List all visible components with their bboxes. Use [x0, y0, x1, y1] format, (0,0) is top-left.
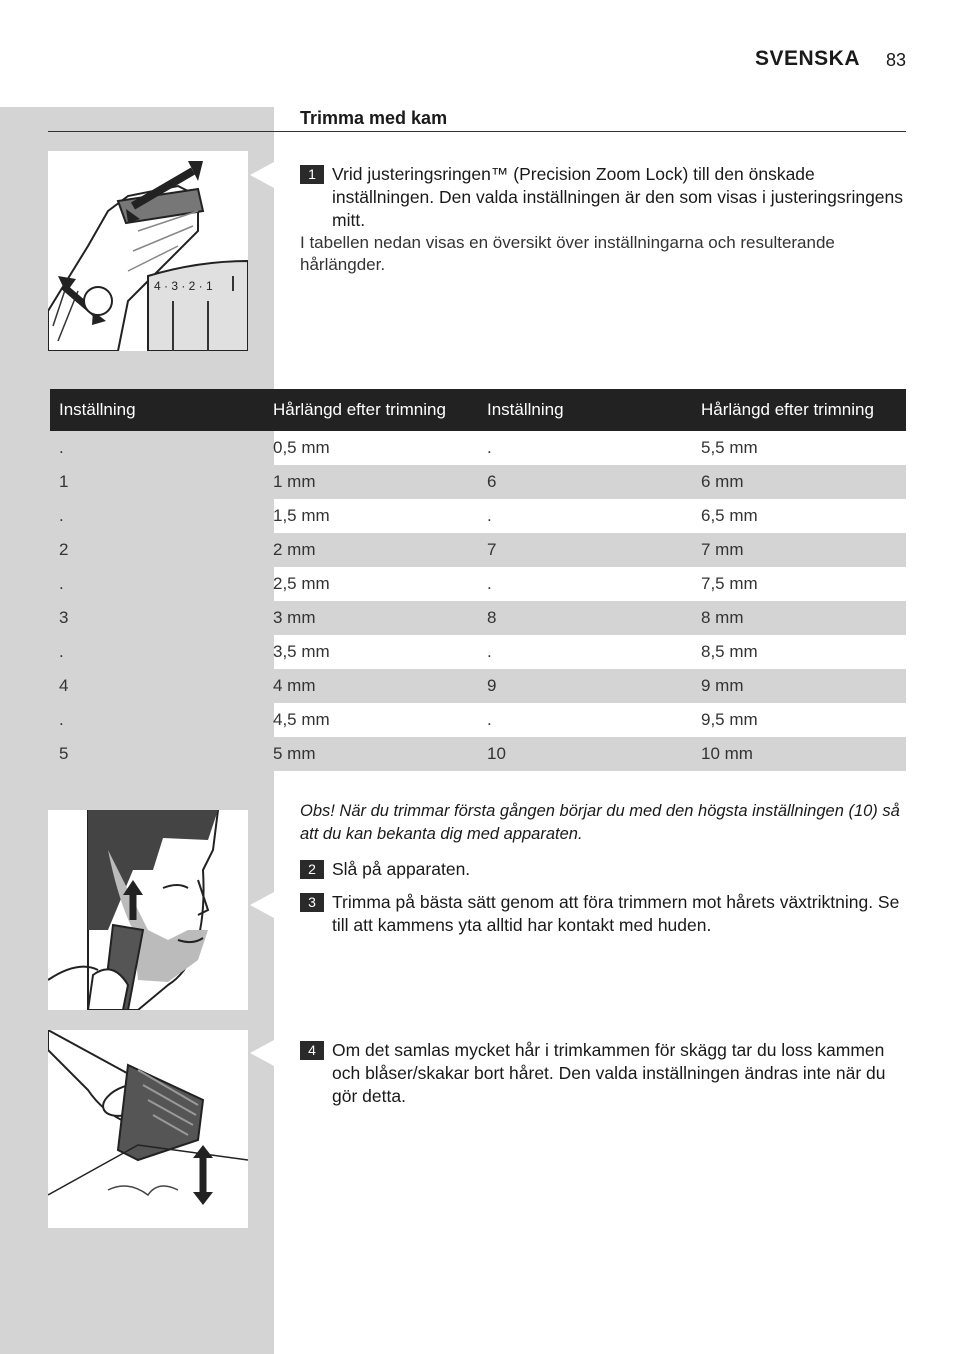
step-3-text: Trimma på bästa sätt genom att föra trimmern mot hårets växtriktning. Se till att kammens yta alltid har kontakt med huden. [332, 892, 900, 935]
table-cell: 1 mm [273, 472, 316, 491]
table-cell: 7 mm [701, 540, 744, 559]
table-cell: 2 [59, 540, 69, 559]
table-cell: 6 [487, 472, 497, 491]
table-cell: 2 mm [273, 540, 316, 559]
intro-paragraph: I tabellen nedan visas en översikt över inställningarna och resulterande hårlängder. [300, 233, 835, 274]
table-cell: 9,5 mm [701, 710, 758, 729]
page-number: 83 [885, 50, 906, 70]
language-heading: SVENSKA [754, 47, 860, 70]
step-3 [300, 891, 906, 937]
table-row [50, 499, 906, 533]
table-row [50, 601, 906, 635]
table-cell: 10 [487, 744, 506, 763]
table-cell: 1 [59, 472, 69, 491]
table-cell: 6,5 mm [701, 506, 758, 525]
table-row [50, 635, 906, 669]
table-cell: . [487, 438, 492, 457]
table-row [50, 703, 906, 737]
step-1-number: 1 [300, 165, 324, 184]
table-row [50, 533, 906, 567]
figure-pointer [250, 892, 274, 918]
table-header [50, 389, 906, 431]
table-cell: 0,5 mm [273, 438, 330, 457]
table-row [50, 669, 906, 703]
step-1-text: Vrid justeringsringen™ (Precision Zoom Lock) till den önskade inställningen. Den valda inställningen är den som visas i justeringsringens mitt. [332, 164, 904, 230]
table-cell: 4,5 mm [273, 710, 330, 729]
step-4-block [300, 1039, 906, 1108]
usage-note: Obs! När du trimmar första gången börjar du med den högsta inställningen (10) så att du kan bekanta dig med apparaten. [300, 802, 900, 843]
step-3-number: 3 [300, 893, 324, 912]
figure-comb-cleaning-illustration [48, 1030, 248, 1228]
table-cell: 3 [59, 608, 69, 627]
table-cell: 6 mm [701, 472, 744, 491]
table-cell: 5,5 mm [701, 438, 758, 457]
step-1-block [300, 163, 906, 276]
table-cell: 9 mm [701, 676, 744, 695]
table-cell: . [59, 642, 64, 661]
table-cell: 4 mm [273, 676, 316, 695]
step-2-text: Slå på apparaten. [332, 859, 471, 879]
table-cell: . [487, 642, 492, 661]
step-1 [300, 163, 906, 232]
table-cell: . [59, 574, 64, 593]
step-2 [300, 858, 906, 881]
section-title: Trimma med kam [300, 108, 448, 128]
table-cell: . [487, 574, 492, 593]
table-cell: 2,5 mm [273, 574, 330, 593]
figure-zoom-ring-illustration [48, 151, 248, 351]
step-2-number: 2 [300, 860, 324, 879]
table-cell: 9 [487, 676, 497, 695]
table-cell: 3 mm [273, 608, 316, 627]
header-cell: Hårlängd efter trimning [701, 400, 874, 419]
table-row [50, 431, 906, 465]
table-cell: 4 [59, 676, 69, 695]
section-divider [48, 131, 906, 132]
dial-labels: 4 · 3 · 2 · 1 [154, 279, 213, 293]
table-cell: 7 [487, 540, 497, 559]
table-cell: . [487, 710, 492, 729]
step-4-text: Om det samlas mycket hår i trimkammen för skägg tar du loss kammen och blåser/skakar bort håret. Den valda inställningen ändras inte när du gör detta. [332, 1040, 886, 1106]
figure-pointer [250, 162, 274, 188]
table-cell: . [487, 506, 492, 525]
step-4-number: 4 [300, 1041, 324, 1060]
table-cell: . [59, 506, 64, 525]
table-cell: 10 mm [701, 744, 753, 763]
table-cell: 5 mm [273, 744, 316, 763]
table-cell: 8 mm [701, 608, 744, 627]
settings-table [50, 389, 906, 771]
table-cell: 3,5 mm [273, 642, 330, 661]
table-cell: 8 [487, 608, 497, 627]
table-cell: 5 [59, 744, 69, 763]
figure-pointer [250, 1040, 274, 1066]
header-cell: Hårlängd efter trimning [273, 400, 446, 419]
header-cell: Inställning [59, 400, 136, 419]
table-cell: . [59, 438, 64, 457]
table-row [50, 465, 906, 499]
table-cell: . [59, 710, 64, 729]
table-row [50, 737, 906, 771]
figure-beard-trimming-illustration [48, 810, 248, 1010]
table-cell: 7,5 mm [701, 574, 758, 593]
table-cell: 1,5 mm [273, 506, 330, 525]
steps-2-3-block [300, 800, 906, 937]
table-row [50, 567, 906, 601]
step-4 [300, 1039, 906, 1108]
table-cell: 8,5 mm [701, 642, 758, 661]
header-cell: Inställning [487, 400, 564, 419]
